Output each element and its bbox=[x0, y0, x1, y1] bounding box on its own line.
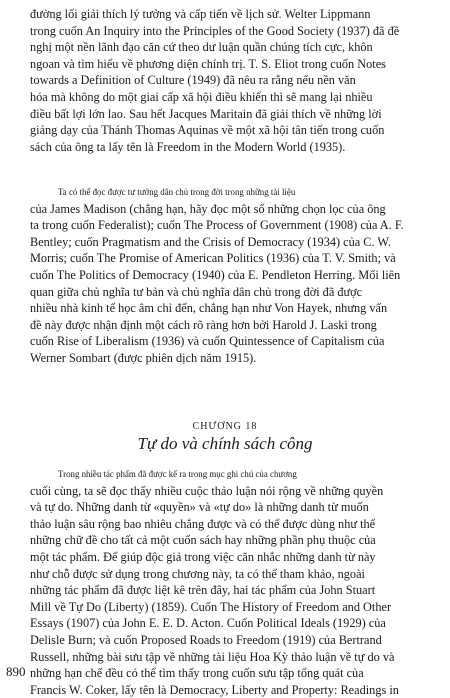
text-line: Morris; cuốn The Promise of American Politics (1936) của T. V. Smith; và bbox=[30, 251, 396, 266]
text-line: một tác phẩm. Để giúp độc giả trong việc căn nhắc những danh từ này bbox=[30, 549, 376, 564]
paragraph-continued bbox=[30, 6, 428, 155]
text-line: và tự do. Những danh từ «quyền» và «tự do» là những danh từ muốn bbox=[30, 500, 369, 515]
text-line: thảo luận sâu rộng bao nhiêu chẳng được và có thể được dùng như thể bbox=[30, 516, 376, 531]
text-line: ta trong cuốn Federalist); cuốn The Process of Government (1908) của A. F. bbox=[30, 218, 404, 233]
text-line: Delisle Burn; và cuốn Proposed Roads to Freedom (1919) của Bertrand bbox=[30, 632, 382, 647]
text-line: của James Madison (chẳng hạn, hãy đọc một số những chọn lọc của ông bbox=[30, 201, 386, 216]
text-line: nghị một nền lãnh đạo căn cứ theo dư luận quần chúng tích cực, khôn bbox=[30, 40, 373, 55]
paragraph-freedom-intro bbox=[30, 466, 428, 698]
text-line: Russell, những bài sưu tập về những tài liệu Hoa Kỳ thảo luận về tự do và bbox=[30, 649, 395, 664]
text-line: Mill về Tự Do (Liberty) (1859). Cuốn The History of Freedom and Other bbox=[30, 599, 392, 614]
text-line: những hạn chế đều có thể tìm thấy trong cuốn sưu tập tổng quát của bbox=[30, 666, 364, 681]
text-line: towards a Definition of Culture (1949) đã nêu ra rằng nếu nền văn bbox=[30, 73, 356, 88]
text-line: trong cuốn An Inquiry into the Principles of the Good Society (1937) đã đề bbox=[30, 23, 400, 38]
text-line: cuối cùng, ta sẽ đọc thấy nhiều cuộc thảo luận nói rộng về những quyền bbox=[30, 483, 384, 498]
text-line: Ta có thể đọc được tư tưởng dân chủ trong đời trong những tài liệu bbox=[58, 187, 296, 197]
chapter-number: CHƯƠNG 18 bbox=[192, 421, 258, 432]
text-line: đường lối giải thích lý tưởng và cấp tiến về lịch sử. Welter Lippmann bbox=[30, 7, 371, 21]
text-line: Trong nhiều tác phẩm đã được kể ra trong mục ghi chú của chương bbox=[58, 469, 297, 479]
text-line: sách của ông ta lấy tên là Freedom in the Modern World (1935). bbox=[30, 139, 346, 154]
text-line: nhiều nhà kinh tế học âm chỉ đến, chẳng hạn như Von Hayek, nhưng vấn bbox=[30, 301, 388, 316]
text-line: giảng dạy của Thánh Thomas Aquinas về một xã hội tân tiến trong cuốn bbox=[30, 123, 385, 138]
text-line: quan giữa chủ nghĩa tư bản và chủ nghĩa dân chủ trong đời đã được bbox=[30, 284, 363, 299]
text-line: hóa mà không do một giai cấp xã hội điều khiển thì sẽ mang lại nhiều bbox=[30, 89, 373, 104]
text-line: Bentley; cuốn Pragmatism and the Crisis of Democracy (1934) của C. W. bbox=[30, 234, 391, 249]
paragraph-democracy-sources bbox=[30, 184, 428, 367]
page-number: 890 bbox=[6, 664, 26, 679]
chapter-title: Tự do và chính sách công bbox=[137, 434, 313, 453]
text-line: như chỗ được sử dụng trong chương này, ta có thể tham khảo, ngoài bbox=[30, 566, 365, 581]
text-line: những tác phẩm đã được liệt kê trên đây, hai tác phẩm của John Stuart bbox=[30, 583, 376, 598]
text-line: những chữ đề cho tất cả một cuốn sách hay những phần phụ thuộc của bbox=[30, 533, 376, 548]
text-line: ngoan và tìm hiểu về phương diện chính trị. T. S. Eliot trong cuốn Notes bbox=[30, 56, 386, 71]
text-line: điều bất lợi lớn lao. Sau hết Jacques Maritain đã giải thích về những lời bbox=[30, 106, 382, 121]
text-line: Francis W. Coker, lấy tên là Democracy, Liberty and Property: Readings in bbox=[30, 682, 399, 697]
text-line: Essays (1907) của John E. E. D. Acton. Cuốn Political Ideals (1929) của bbox=[30, 616, 386, 631]
text-line: cuốn Rise of Liberalism (1936) và cuốn Quintessence of Capitalism của bbox=[30, 334, 385, 349]
text-line: Werner Sombart (được phiên dịch năm 1915). bbox=[30, 350, 257, 365]
text-line: cuốn The Politics of Democracy (1940) của E. Pendleton Herring. Mối liên bbox=[30, 267, 401, 282]
text-line: đề này được nhận định một cách rõ ràng hơn bởi Harold J. Laski trong bbox=[30, 317, 377, 332]
